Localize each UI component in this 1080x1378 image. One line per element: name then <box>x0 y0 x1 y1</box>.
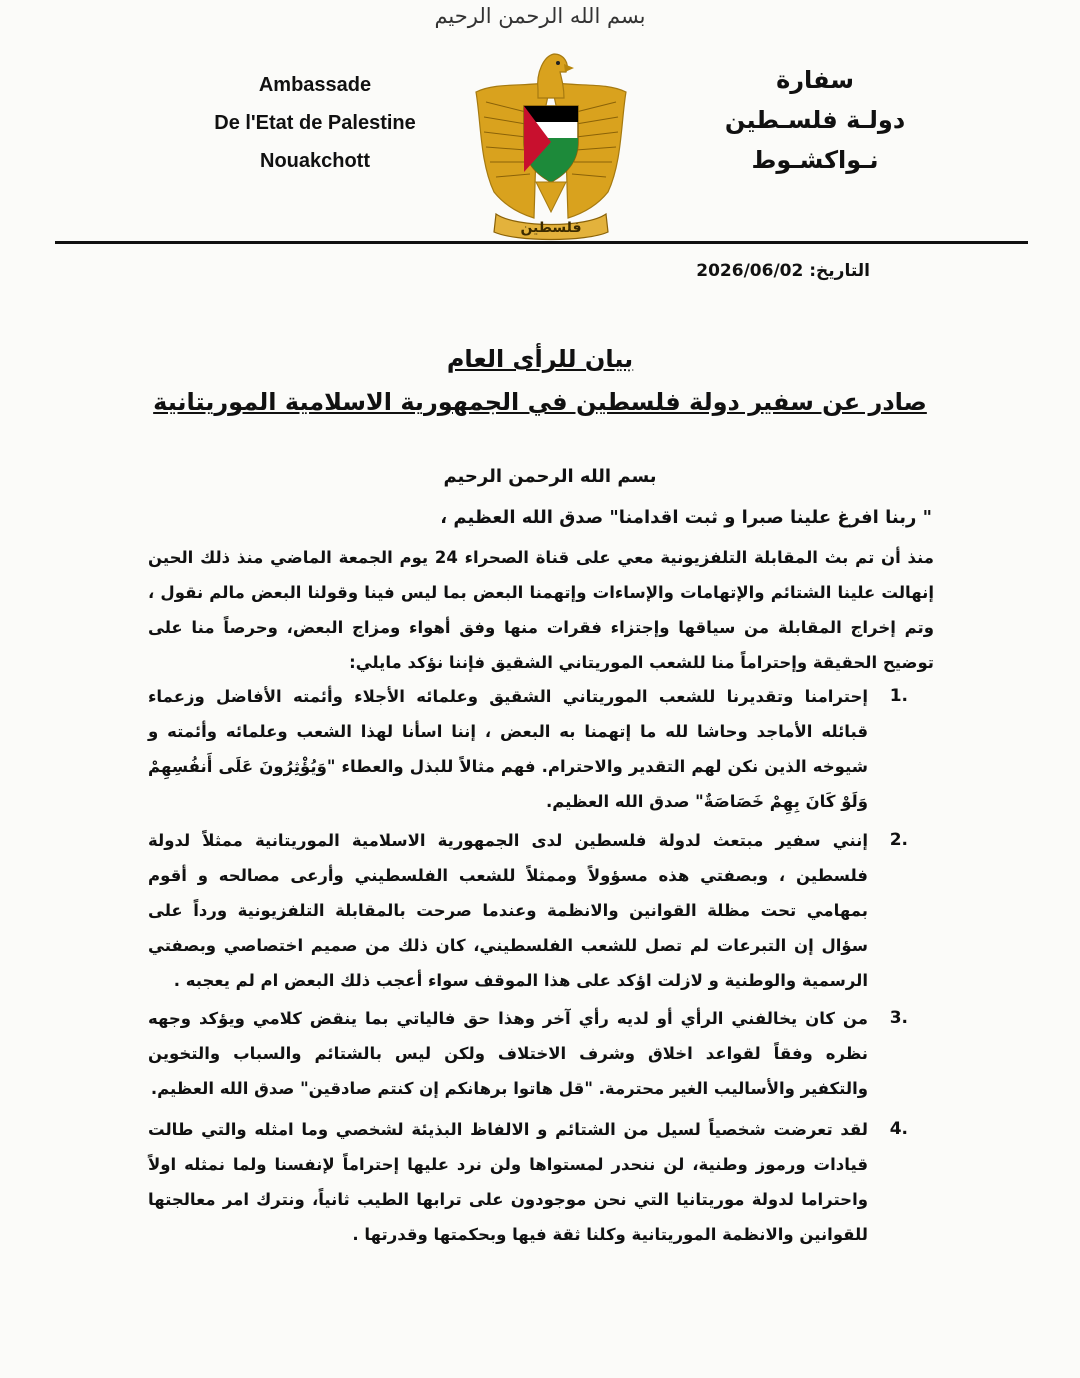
numbered-points <box>148 679 908 1252</box>
date-label: التاريخ: <box>809 261 870 281</box>
french-line-1: Ambassade <box>258 74 372 96</box>
intro-paragraph: منذ أن تم بث المقابلة التلفزيونية معي على قناة الصحراء 24 يوم الجمعة الماضي منذ ذلك الحين إنهالت علينا الشتائم والإتهامات والإساءات وإتهمنا البعض بما ليس فينا وقولنا البعض مالم نقول ، وتم إخراج المقابلة من سياقها وإجتزاء فقرات منها وفق أهواء ومزاج البعض، وحرصاً منا على توضيح الحقيقة وإحتراماً منا للشعب الموريتاني الشقيق فإننا نؤكد مايلي: <box>148 548 934 672</box>
point-number: .1 <box>889 686 908 706</box>
basmala: بسم الله الرحمن الرحيم <box>443 466 657 487</box>
point-text: إنني سفير مبتعث لدولة فلسطين لدى الجمهورية الاسلامية الموريتانية ممثلاً لدولة فلسطين ، وبصفتي هذه مسؤولاً وممثلاً للشعب الفلسطيني وأرعى مصالحه و أقوم بمهامي تحت مظلة القوانين والانظمة وعندما صرحت بالمقابلة التلفزيونية ورداً على سؤال إن التبرعات لم تصل للشعب الفلسطيني، كان ذلك من صميم اختصاصي وبصفتي الرسمية والوطنية و لازلت اؤكد على هذا الموقف سواء أعجب ذلك البعض ام لم يعجبه . <box>148 831 868 990</box>
point-2 <box>148 823 908 998</box>
point-1 <box>148 679 908 819</box>
arabic-line-1: سفارة <box>776 66 854 94</box>
basmala-calligraphy: بسم الله الرحمن الرحيم <box>434 4 646 28</box>
point-number: .3 <box>889 1008 908 1028</box>
statement-title: بيان للرأى العام <box>446 345 634 373</box>
emblem-scroll-text: فلسطين <box>520 220 582 236</box>
embassy-name-french <box>200 66 430 180</box>
point-text: لقد تعرضت شخصياً لسيل من الشتائم و الالفاظ البذيئة لشخصي وما امثله والتي طالت قيادات ورموز وطنية، لن ننحدر لمستواها ولن نرد عليها إحتراماً لإنفسنا ولما نمثله اولاً واحتراما لدولة موريتانيا التي نحن موجودون على ترابها الطيب ثانياً، ونترك امر معالجتها للقوانين والانظمة الموريتانية وكلنا ثقة فيها وبحكمتها وقدرتها . <box>148 1120 868 1244</box>
statement-subtitle: صادر عن سفير دولة فلسطين في الجمهورية الاسلامية الموريتانية <box>153 388 927 416</box>
quran-verse: " ربنا افرغ علينا صبرا و ثبت اقدامنا" صدق الله العظيم ، <box>440 507 932 528</box>
header-divider <box>55 241 1028 244</box>
document-date <box>696 261 870 281</box>
point-number: .4 <box>889 1119 908 1139</box>
french-line-3: Nouakchott <box>260 150 370 172</box>
embassy-name-arabic <box>720 60 910 180</box>
date-value: 2026/06/02 <box>696 261 804 281</box>
point-text: إحترامنا وتقديرنا للشعب الموريتاني الشقيق وعلمائه الأجلاء وأئمته الأفاضل وزعماء قبائله الأماجد وحاشا لله ما إتهمنا به البعض ، إننا اسأنا لهذا الشعب وعلمائه وأئمته و شيوخه الذين نكن لهم التقدير والاحترام. فهم مثالاً للبذل والعطاء "وَيُؤْثِرُونَ عَلَى أَنفُسِهِمْ وَلَوْ كَانَ بِهِمْ خَصَاصَةٌ" صدق الله العظيم. <box>148 687 868 811</box>
point-number: .2 <box>889 830 908 850</box>
point-text: من كان يخالفني الرأي أو لديه رأي آخر وهذا حق فالياتي بما ينقض كلامي ويؤكد وجهه نظره وفقاً لقواعد اخلاق وشرف الاختلاف ولكن ليس بالشتائم والسباب والتخوين والتكفير والأساليب الغير محترمة. "قل هاتوا برهانكم إن كنتم صادقين" صدق الله العظيم. <box>148 1009 868 1098</box>
palestine-eagle-emblem <box>466 42 636 242</box>
point-3 <box>148 1001 908 1106</box>
point-4 <box>148 1112 908 1252</box>
arabic-line-2: دولـة فلسـطين <box>724 106 906 134</box>
french-line-2: De l'Etat de Palestine <box>214 112 416 134</box>
arabic-line-3: نـواكشـوط <box>751 146 879 174</box>
